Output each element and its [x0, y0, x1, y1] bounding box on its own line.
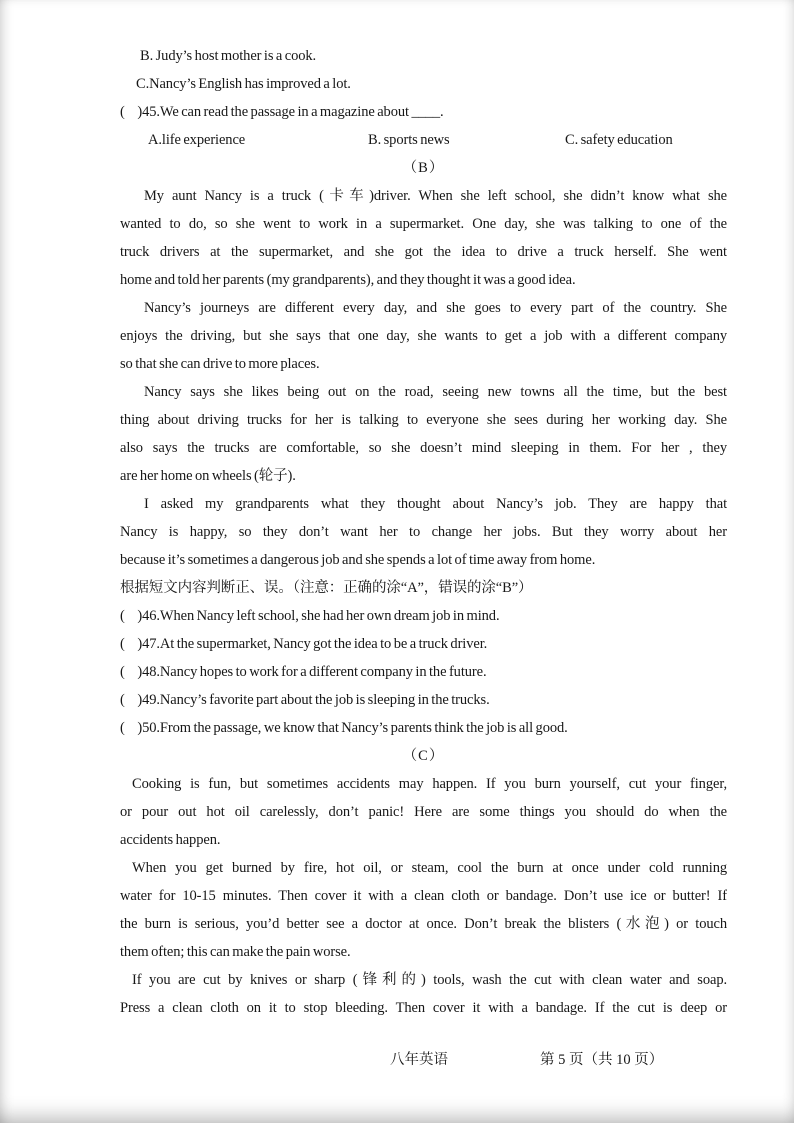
- section-heading-b: （B）: [402, 160, 445, 176]
- question-46: ( )46.When Nancy left school, she had her own dream job in mind.: [120, 608, 500, 624]
- page-footer: [0, 1046, 794, 1074]
- passage-b-line: thing about driving trucks for her is talking to everyone she sees during her working day. She: [120, 412, 727, 428]
- passage-b-line: because it’s sometimes a dangerous job and she spends a lot of time away from home.: [120, 552, 596, 568]
- passage-b-line: Nancy’s journeys are different every day, and she goes to every part of the country. She: [144, 300, 727, 316]
- passage-c-line: Cooking is fun, but sometimes accidents may happen. If you burn yourself, cut your finger,: [132, 776, 727, 792]
- passage-c-line: water for 10-15 minutes. Then cover it with a clean cloth or bandage. Don’t use ice or butter! If: [120, 888, 727, 904]
- passage-b-line: enjoys the driving, but she says that one day, she wants to get a job with a different company: [120, 328, 727, 344]
- passage-c-line: accidents happen.: [120, 832, 221, 848]
- question-47: ( )47.At the supermarket, Nancy got the idea to be a truck driver.: [120, 636, 488, 652]
- passage-b-line: home and told her parents (my grandparents), and they thought it was a good idea.: [120, 272, 576, 288]
- question-45-options: [120, 126, 727, 154]
- question-48: ( )48.Nancy hopes to work for a different company in the future.: [120, 664, 487, 680]
- q45-option-a: A.life experience: [148, 132, 246, 148]
- question-50: ( )50.From the passage, we know that Nancy’s parents think the job is all good.: [120, 720, 568, 736]
- passage-b-line: so that she can drive to more places.: [120, 356, 320, 372]
- footer-page-number: 第 5 页（共 10 页）: [540, 1052, 664, 1068]
- page-content: [120, 42, 727, 1022]
- q45-option-c: C. safety education: [565, 132, 673, 148]
- answer-option-c: C.Nancy’s English has improved a lot.: [136, 76, 351, 92]
- section-heading-c: （C）: [402, 748, 445, 764]
- passage-c-line: or pour out hot oil carelessly, don’t panic! Here are some things you should do when the: [120, 804, 727, 820]
- passage-b-line: also says the trucks are comfortable, so she doesn’t mind sleeping in them. For her , they: [120, 440, 727, 456]
- passage-c-line: the burn is serious, you’d better see a doctor at once. Don’t break the blisters (水泡) or touch: [120, 916, 727, 932]
- passage-b-line: I asked my grandparents what they thought about Nancy’s job. They are happy that: [144, 496, 727, 512]
- question-49: ( )49.Nancy’s favorite part about the job is sleeping in the trucks.: [120, 692, 490, 708]
- passage-c-line: Press a clean cloth on it to stop bleeding. Then cover it with a bandage. If the cut is deep or: [120, 1000, 727, 1016]
- passage-c-line: them often; this can make the pain worse.: [120, 944, 351, 960]
- question-45: ( )45.We can read the passage in a magazine about ____.: [120, 104, 444, 120]
- answer-option-b: B. Judy’s host mother is a cook.: [140, 48, 317, 64]
- judge-instruction: 根据短文内容判断正、误。（注意：正确的涂“A”，错误的涂“B”）: [120, 580, 533, 596]
- passage-b-line: are her home on wheels (轮子).: [120, 468, 296, 484]
- passage-c-line: When you get burned by fire, hot oil, or steam, cool the burn at once under cold running: [132, 860, 727, 876]
- passage-b-line: wanted to do, so she went to work in a supermarket. One day, she was talking to one of the: [120, 216, 727, 232]
- passage-c-line: If you are cut by knives or sharp (锋利的) tools, wash the cut with clean water and soap.: [132, 972, 727, 988]
- passage-b-line: truck drivers at the supermarket, and she got the idea to drive a truck herself. She went: [120, 244, 727, 260]
- passage-b-line: My aunt Nancy is a truck (卡车)driver. When she left school, she didn’t know what she: [144, 188, 727, 204]
- footer-subject: 八年英语: [390, 1052, 448, 1068]
- q45-option-b: B. sports news: [368, 132, 450, 148]
- passage-b-line: Nancy says she likes being out on the road, seeing new towns all the time, but the best: [144, 384, 727, 400]
- passage-b-line: Nancy is happy, so they don’t want her to change her jobs. But they worry about her: [120, 524, 727, 540]
